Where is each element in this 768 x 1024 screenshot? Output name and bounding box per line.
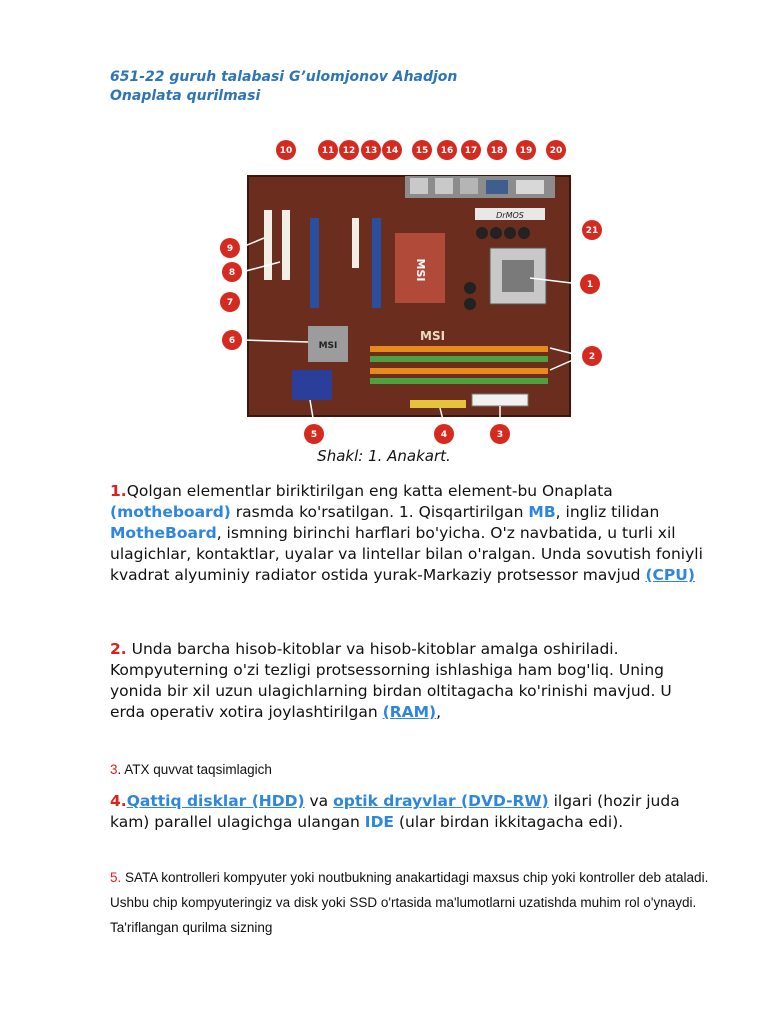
drmos-label: DrMOS xyxy=(496,211,524,220)
badge-18 xyxy=(487,140,507,160)
svg-text:2: 2 xyxy=(588,352,596,362)
pci-slot xyxy=(264,210,272,280)
svg-text:4: 4 xyxy=(440,430,448,440)
document-header xyxy=(110,68,457,106)
badge-21 xyxy=(582,220,602,240)
badge-13 xyxy=(361,140,381,160)
pci-slot xyxy=(282,210,290,280)
southbridge-logo: MSI xyxy=(318,341,338,351)
term-motheboard: (motheboard) xyxy=(110,503,231,521)
badge-14 xyxy=(382,140,402,160)
svg-text:11: 11 xyxy=(321,146,335,156)
svg-text:18: 18 xyxy=(490,146,504,156)
link-hdd[interactable]: Qattiq disklar (HDD) xyxy=(126,792,305,810)
pcie-slot xyxy=(310,218,319,308)
badge-12 xyxy=(339,140,359,160)
svg-text:3: 3 xyxy=(496,430,504,440)
motherboard-figure xyxy=(220,138,604,444)
paragraph-3: 3. ATX quvvat taqsimlagich xyxy=(110,762,272,777)
motherboard-illustration xyxy=(220,138,604,444)
badge-9 xyxy=(220,238,240,258)
ram-slot xyxy=(370,356,548,362)
ram-slot xyxy=(370,378,548,384)
svg-text:20: 20 xyxy=(549,146,563,156)
atx-power-connector xyxy=(472,394,528,406)
item-number: 2. xyxy=(110,640,127,658)
svg-text:16: 16 xyxy=(440,146,454,156)
term-mb: MB xyxy=(528,503,556,521)
svg-text:13: 13 xyxy=(364,146,378,156)
paragraph-1: 1.Qolgan elementlar biriktirilgan eng katta element-bu Onaplata (motheboard) rasmda ko'rsatilgan. 1. Qisqartirilgan MB, ingliz tilidan MotheBoard, ismning birinchi harflari bo'yicha. O'z navbatida, u turli xil ulagichlar, kontaktlar, uyalar va lintellar bilan o'ralgan. Unda sovutish foniyli kvadrat alyuminiy radiator ostida yurak-Markaziy protsessor mavjud (CPU) xyxy=(110,482,703,584)
svg-text:5: 5 xyxy=(310,430,318,440)
badge-1 xyxy=(580,274,600,294)
svg-text:17: 17 xyxy=(464,146,478,156)
sata-ports xyxy=(292,370,332,400)
ram-slot xyxy=(370,346,548,352)
brand-mark: MSI xyxy=(414,258,427,282)
item-number: 5. xyxy=(110,870,122,885)
svg-text:10: 10 xyxy=(279,146,293,156)
item-number: 1. xyxy=(110,482,127,500)
link-dvd-rw[interactable]: optik drayvlar (DVD-RW) xyxy=(333,792,549,810)
badge-2 xyxy=(582,346,602,366)
badge-16 xyxy=(437,140,457,160)
paragraph-5: 5. SATA kontrolleri kompyuter yoki noutbukning anakartidagi maxsus chip yoki kontroller deb ataladi. Ushbu chip kompyuteringiz va disk yoki SSD o'rtasida ma'lumotlarni uzatishda muhim rol o'ynaydi. Ta'riflangan qurilma sizning xyxy=(110,870,709,935)
svg-text:21: 21 xyxy=(585,226,599,236)
badge-8 xyxy=(222,262,242,282)
link-ram[interactable]: (RAM) xyxy=(382,703,437,721)
item-number: 3 xyxy=(110,762,118,777)
paragraph-2: 2. Unda barcha hisob-kitoblar va hisob-kitoblar amalga oshiriladi. Kompyuterning o'zi tezligi protsessorning ishlashiga ham bog'liq. Uning yonida bir xil uzun ulagichlarning birdan oltitagacha ko'rinishi mavjud. U erda operativ xotira joylashtirilgan (RAM), xyxy=(110,640,672,721)
badge-15 xyxy=(412,140,432,160)
term-motheboard-full: MotheBoard xyxy=(110,524,217,542)
term-ide: IDE xyxy=(364,813,395,831)
svg-text:8: 8 xyxy=(228,268,236,278)
badge-4 xyxy=(434,424,454,444)
document-title: Onaplata qurilmasi xyxy=(110,88,261,104)
badge-11 xyxy=(318,140,338,160)
badge-19 xyxy=(516,140,536,160)
board-logo: MSI xyxy=(420,329,446,343)
badge-10 xyxy=(276,140,296,160)
badge-6 xyxy=(222,330,242,350)
author-line: 651-22 guruh talabasi G’ulomjonov Ahadjon xyxy=(110,69,458,85)
badge-7 xyxy=(220,292,240,312)
badge-17 xyxy=(461,140,481,160)
link-cpu[interactable]: (CPU) xyxy=(645,566,695,584)
figure-caption: Shakl: 1. Anakart. xyxy=(317,447,451,465)
svg-text:6: 6 xyxy=(228,336,236,346)
ram-slot xyxy=(370,368,548,374)
svg-text:12: 12 xyxy=(342,146,356,156)
svg-text:14: 14 xyxy=(385,146,399,156)
svg-text:15: 15 xyxy=(415,146,429,156)
svg-text:1: 1 xyxy=(586,280,594,290)
svg-text:7: 7 xyxy=(226,298,234,308)
ide-connector xyxy=(410,400,466,408)
pcie-slot xyxy=(372,218,381,308)
svg-text:19: 19 xyxy=(519,146,533,156)
item-number: 4. xyxy=(110,792,127,810)
svg-text:9: 9 xyxy=(226,244,234,254)
badge-3 xyxy=(490,424,510,444)
badge-20 xyxy=(546,140,566,160)
badge-5 xyxy=(304,424,324,444)
paragraph-4: 4.Qattiq disklar (HDD) va optik drayvlar (DVD-RW) ilgari (hozir juda kam) parallel ulagichga ulangan IDE (ular birdan ikkitagacha edi). xyxy=(110,792,680,831)
